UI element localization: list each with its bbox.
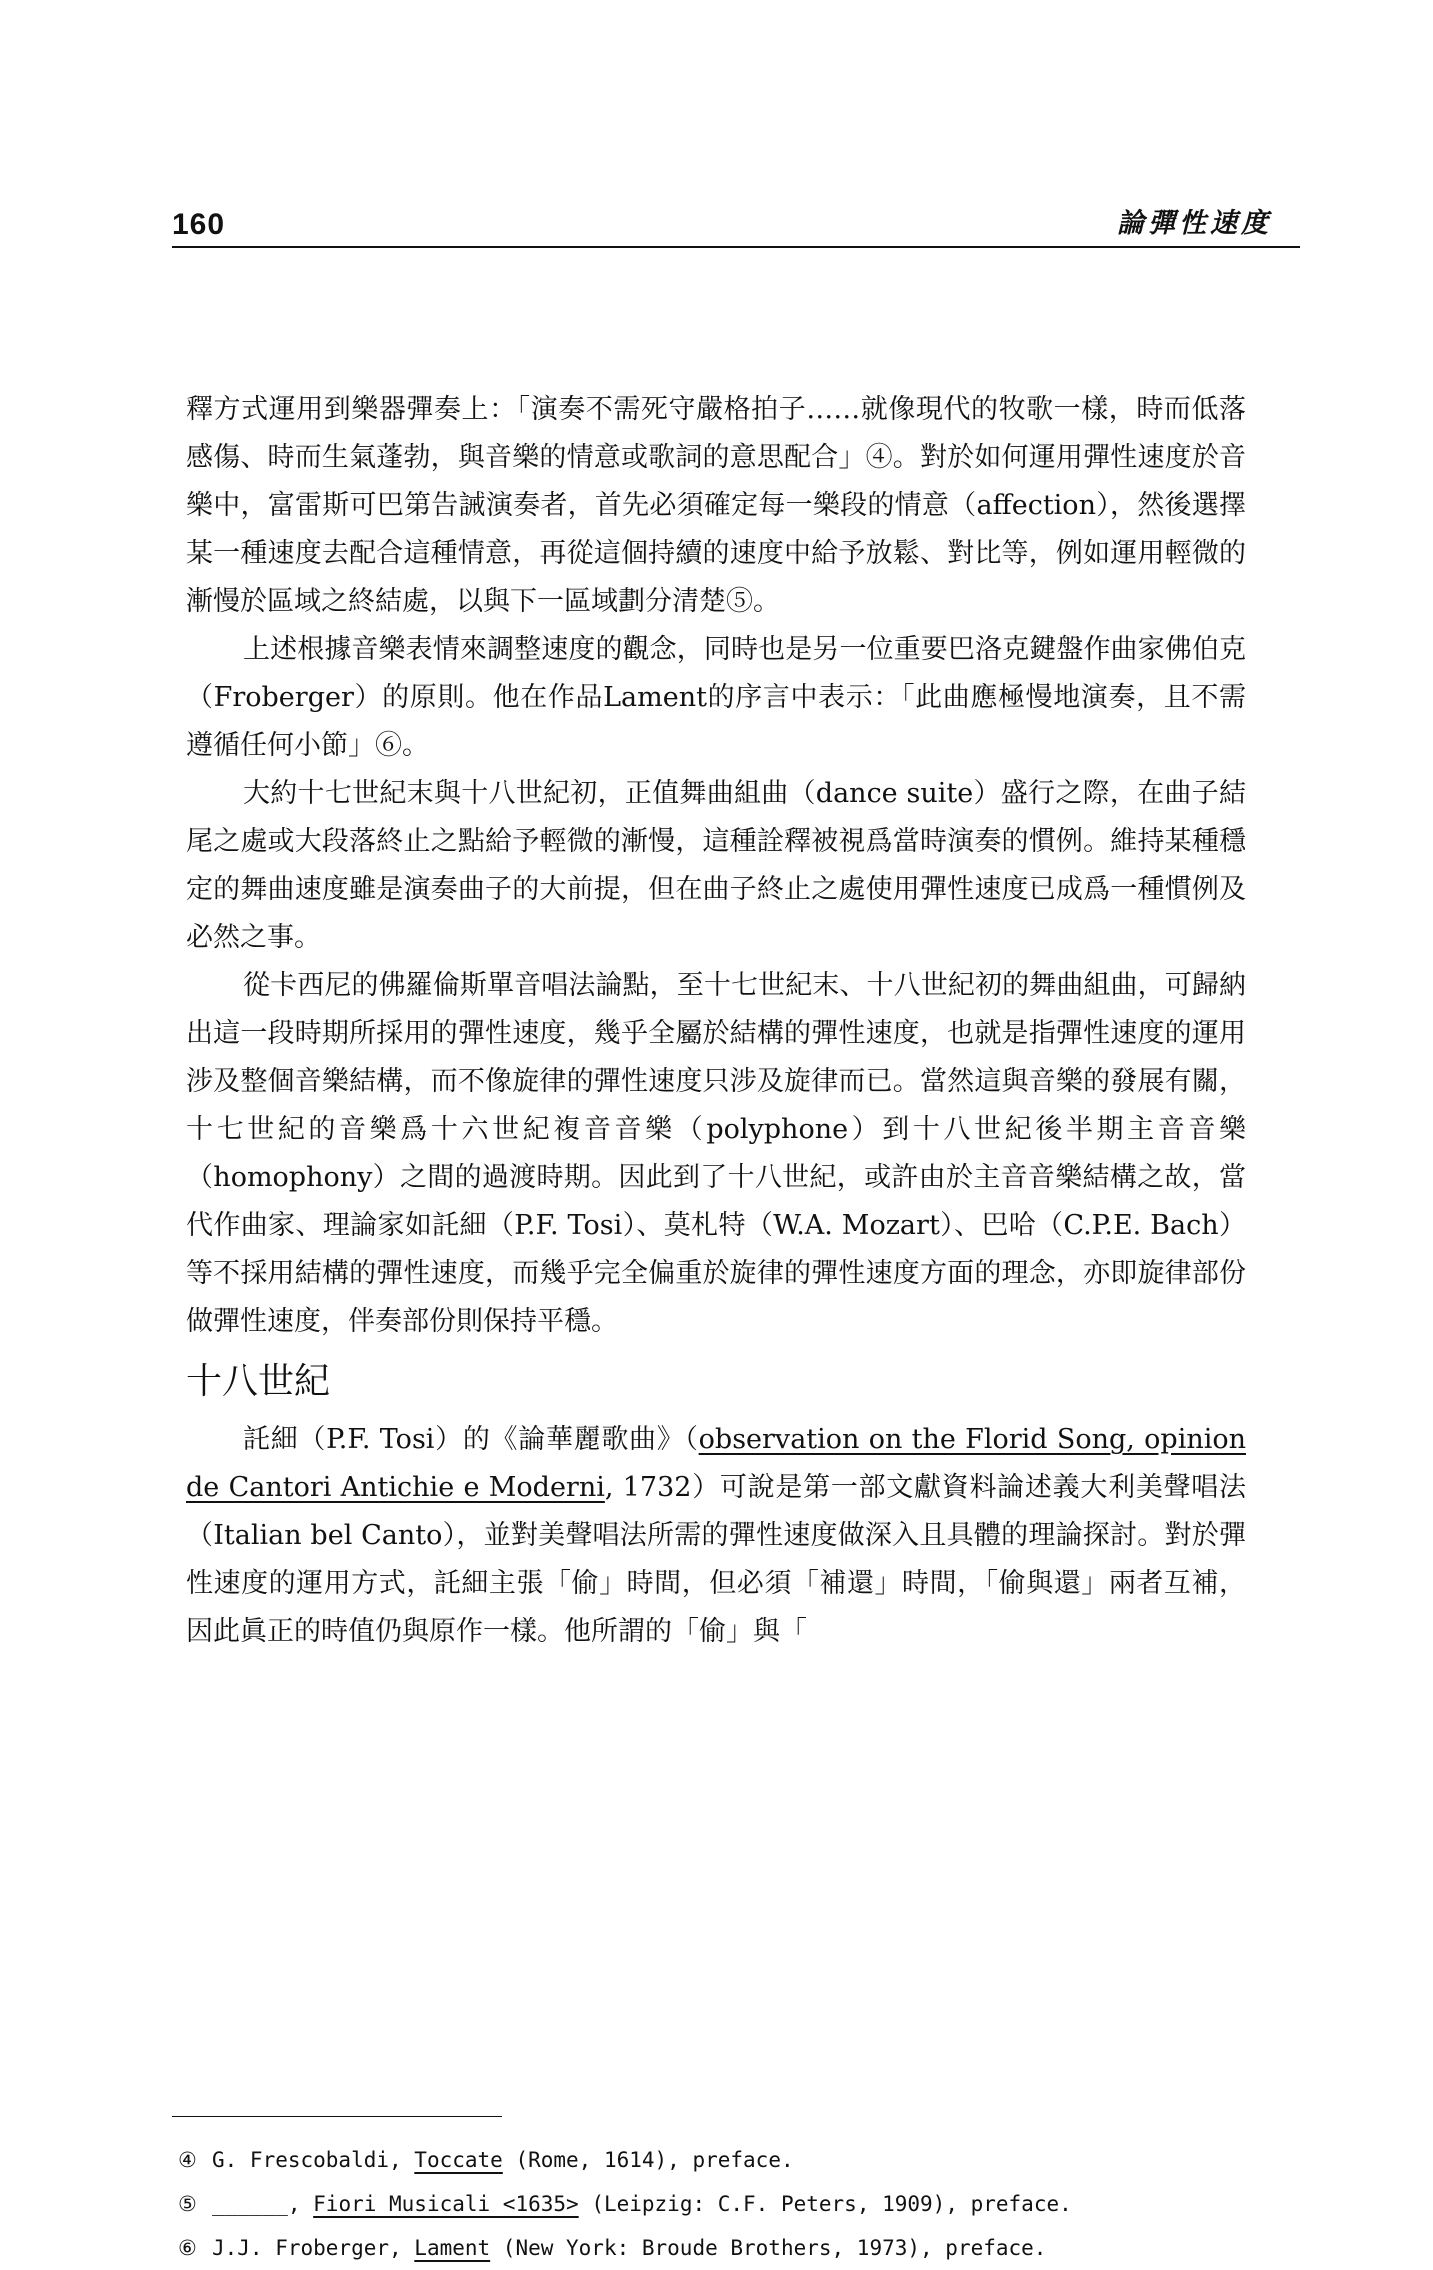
footnote-author: J.J. Froberger, <box>212 2236 415 2260</box>
footnote-5 <box>178 2182 1258 2226</box>
footnote-marker: ⑤ <box>178 2192 197 2216</box>
paragraph-5-pre: 託細（P.F. Tosi）的《論華麗歌曲》（ <box>243 1424 699 1455</box>
running-title: 論彈性速度 <box>1117 208 1272 239</box>
paragraph-3: 大約十七世紀末與十八世紀初，正值舞曲組曲（dance suite）盛行之際，在曲子結尾之處或大段落終止之點給予輕微的漸慢，這種詮釋被視爲當時演奏的慣例。維持某種穩定的舞曲速度雖是演奏曲子的大前提，但在曲子終止之處使用彈性速度已成爲一種慣例及必然之事。 <box>186 778 1246 953</box>
footnote-title: Fiori Musicali <1635> <box>313 2192 579 2216</box>
footnotes <box>178 2138 1258 2270</box>
footnote-marker: ④ <box>178 2148 197 2172</box>
footnote-6 <box>178 2226 1258 2270</box>
paragraph-2: 上述根據音樂表情來調整速度的觀念，同時也是另一位重要巴洛克鍵盤作曲家佛伯克（Froberger）的原則。他在作品Lament的序言中表示：「此曲應極慢地演奏，且不需遵循任何小節」⑥。 <box>186 634 1246 761</box>
paragraph-5 <box>186 1416 1246 1656</box>
footnote-publication: (Leipzig: C.F. Peters, 1909), preface. <box>578 2192 1072 2216</box>
page-number: 160 <box>172 208 226 241</box>
running-head <box>172 200 1300 248</box>
paragraph-4: 從卡西尼的佛羅倫斯單音唱法論點，至十七世紀末、十八世紀初的舞曲組曲，可歸納出這一段時期所採用的彈性速度，幾乎全屬於結構的彈性速度，也就是指彈性速度的運用涉及整個音樂結構，而不像旋律的彈性速度只涉及旋律而已。當然這與音樂的發展有關，十七世紀的音樂爲十六世紀複音音樂（polyphone）到十八世紀後半期主音音樂（homophony）之間的過渡時期。因此到了十八世紀，或許由於主音音樂結構之故，當代作曲家、理論家如託細（P.F. Tosi）、莫札特（W.A. Mozart）、巴哈（C.P.E. Bach）等不採用結構的彈性速度，而幾乎完全偏重於旋律的彈性速度方面的理念，亦即旋律部份做彈性速度，伴奏部份則保持平穩。 <box>186 970 1246 1337</box>
footnote-title: Lament <box>414 2236 491 2260</box>
paragraph-5-post: , 1732）可說是第一部文獻資料論述義大利美聲唱法（Italian bel Canto），並對美聲唱法所需的彈性速度做深入且具體的理論探討。對於彈性速度的運用方式，託細主張「偷」時間，但必須「補還」時間，「偷與還」兩者互補，因此眞正的時值仍與原作一樣。他所謂的「偷」與「 <box>186 1472 1246 1647</box>
body-text <box>186 386 1246 1656</box>
footnote-publication: (New York: Broude Brothers, 1973), preface. <box>490 2236 1047 2260</box>
footnote-marker: ⑥ <box>178 2236 197 2260</box>
paragraph-1: 釋方式運用到樂器彈奏上：「演奏不需死守嚴格拍子……就像現代的牧歌一樣，時而低落感傷、時而生氣蓬勃，與音樂的情意或歌詞的意思配合」④。對於如何運用彈性速度於音樂中，富雷斯可巴第告誡演奏者，首先必須確定每一樂段的情意（affection），然後選擇某一種速度去配合這種情意，再從這個持續的速度中給予放鬆、對比等，例如運用輕微的漸慢於區域之終結處，以與下一區域劃分清楚⑤。 <box>186 394 1246 617</box>
section-heading: 十八世紀 <box>186 1361 331 1402</box>
footnote-4 <box>178 2138 1258 2182</box>
footnote-publication: (Rome, 1614), preface. <box>502 2148 794 2172</box>
footnote-title: Toccate <box>414 2148 503 2172</box>
footnote-author: G. Frescobaldi, <box>212 2148 415 2172</box>
paragraph-5-book-title: observation on the Florid Song, opinion de Cantori Antichie e Moderni <box>186 1424 1246 1503</box>
footnote-rule <box>172 2116 502 2117</box>
footnote-author: ______, <box>212 2192 314 2216</box>
